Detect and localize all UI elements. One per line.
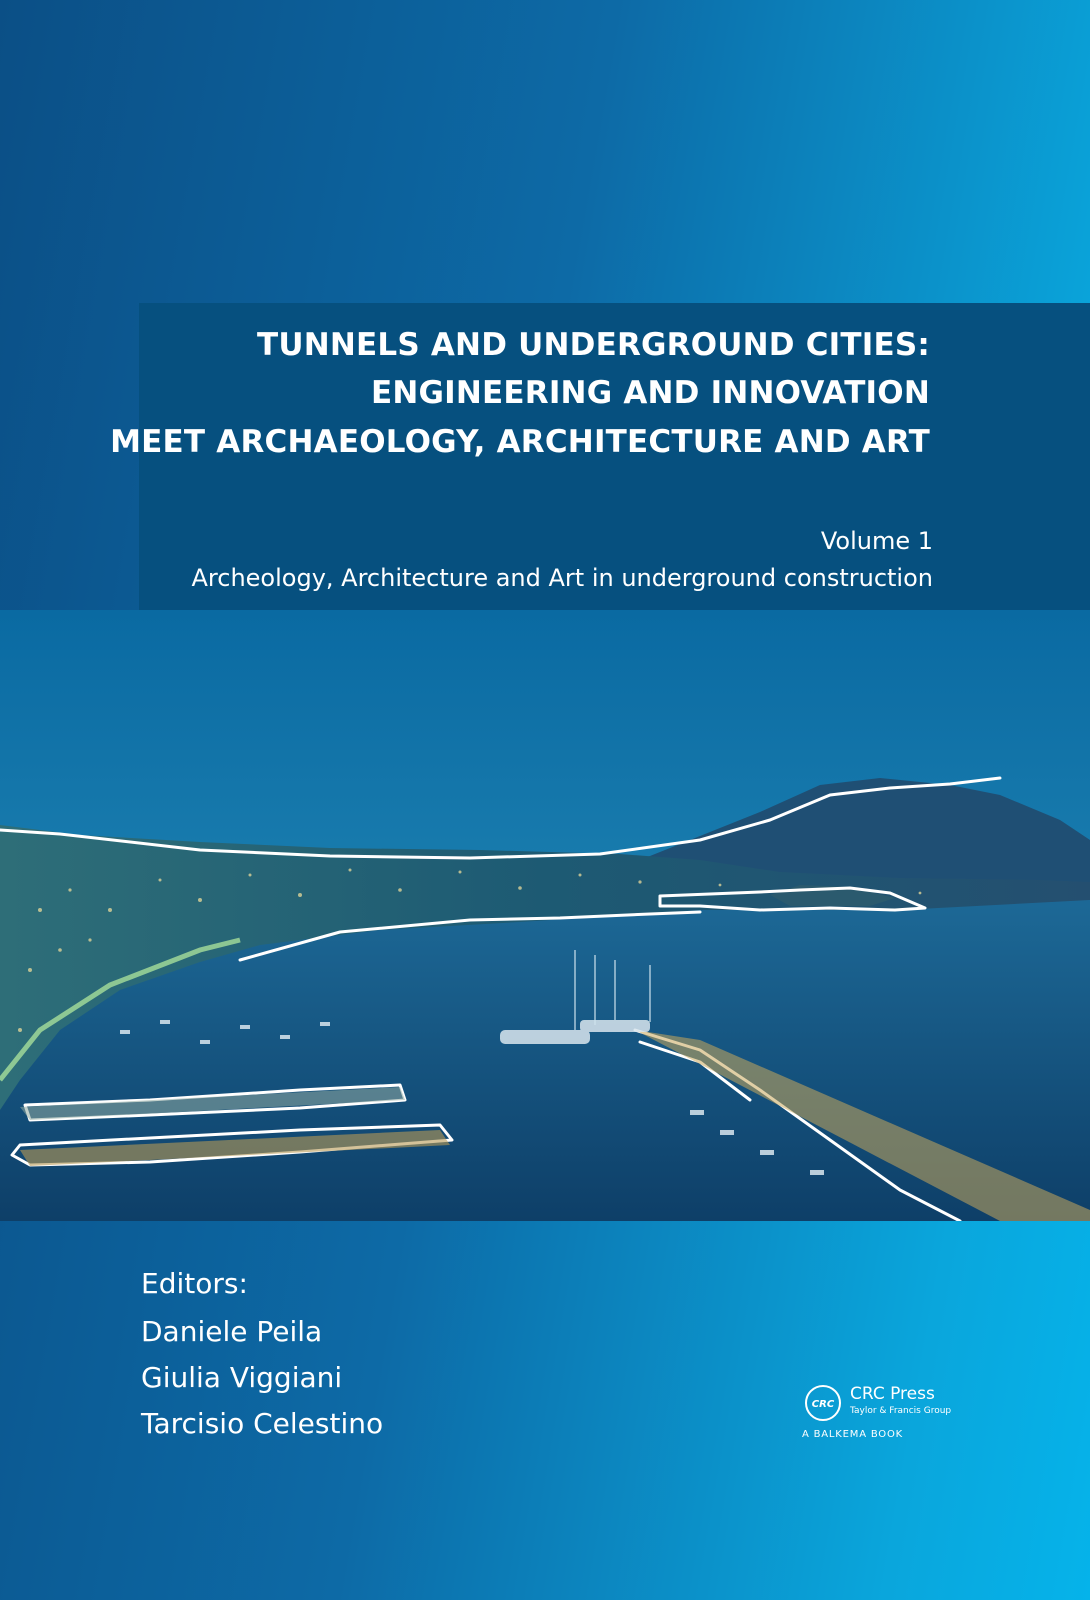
publisher-name: CRC Press	[850, 1384, 935, 1404]
publisher-logo	[800, 1378, 1000, 1448]
cover-photo-bay-of-naples	[0, 610, 1090, 1221]
crc-badge-text: CRC	[811, 1399, 835, 1410]
harbor-illustration	[0, 610, 1090, 1221]
editors-label: Editors:	[141, 1267, 248, 1300]
title-line-2: ENGINEERING AND INNOVATION	[370, 375, 930, 411]
publisher-group: Taylor & Francis Group	[850, 1406, 952, 1416]
publisher-imprint: A BALKEMA BOOK	[802, 1429, 903, 1440]
volume-label: Volume 1	[820, 527, 933, 555]
editor-name: Giulia Viggiani	[141, 1361, 343, 1394]
editor-name: Daniele Peila	[141, 1315, 323, 1348]
crc-logo-icon	[804, 1384, 842, 1422]
title-line-1: TUNNELS AND UNDERGROUND CITIES:	[257, 327, 930, 363]
editor-name: Tarcisio Celestino	[141, 1407, 384, 1440]
title-line-3: MEET ARCHAEOLOGY, ARCHITECTURE AND ART	[110, 424, 930, 460]
volume-subtitle: Archeology, Architecture and Art in underground construction	[191, 564, 933, 592]
title-band	[110, 303, 1090, 610]
